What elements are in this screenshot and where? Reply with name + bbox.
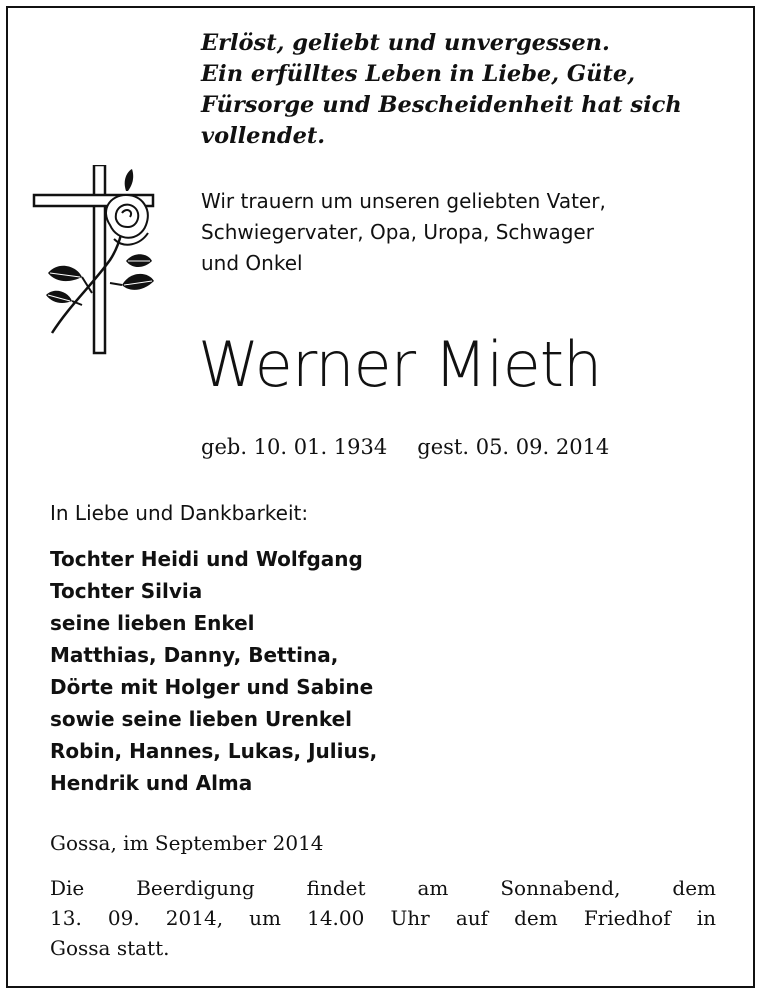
life-dates xyxy=(201,432,609,462)
motto-line: Ein erfülltes Leben in Liebe, Güte, xyxy=(201,61,636,87)
family-line: Matthias, Danny, Bettina, xyxy=(50,643,339,667)
family-line: Hendrik und Alma xyxy=(50,771,253,795)
family-line: seine lieben Enkel xyxy=(50,611,255,635)
intro-line: Wir trauern um unseren geliebten Vater, xyxy=(201,189,606,213)
motto-line: Erlöst, geliebt und unvergessen. xyxy=(201,30,610,56)
family-line: Tochter Silvia xyxy=(50,579,203,603)
cross-with-rose-icon xyxy=(30,165,162,355)
family-line: Dörte mit Holger und Sabine xyxy=(50,675,374,699)
birth-date: geb. 10. 01. 1934 xyxy=(201,435,388,459)
thanks-line: In Liebe und Dankbarkeit: xyxy=(50,501,309,525)
family-line: Tochter Heidi und Wolfgang xyxy=(50,547,363,571)
funeral-line: Gossa statt. xyxy=(50,936,170,960)
deceased-name: Werner Mieth xyxy=(198,328,602,401)
family-line: sowie seine lieben Urenkel xyxy=(50,707,353,731)
intro-line: und Onkel xyxy=(201,251,303,275)
family-line: Robin, Hannes, Lukas, Julius, xyxy=(50,739,378,763)
funeral-line: 13. 09. 2014, um 14.00 Uhr auf dem Friedhof in xyxy=(50,906,716,930)
funeral-line: Die Beerdigung findet am Sonnabend, dem xyxy=(50,876,716,900)
place-date: Gossa, im September 2014 xyxy=(50,831,324,855)
death-date: gest. 05. 09. 2014 xyxy=(417,435,610,459)
motto-line: Fürsorge und Bescheidenheit hat sich xyxy=(201,92,682,118)
mourning-intro xyxy=(201,186,721,279)
intro-line: Schwiegervater, Opa, Uropa, Schwager xyxy=(201,220,594,244)
motto xyxy=(201,28,741,152)
funeral-info xyxy=(50,873,716,963)
family-list xyxy=(50,543,377,799)
motto-line: vollendet. xyxy=(201,123,326,149)
